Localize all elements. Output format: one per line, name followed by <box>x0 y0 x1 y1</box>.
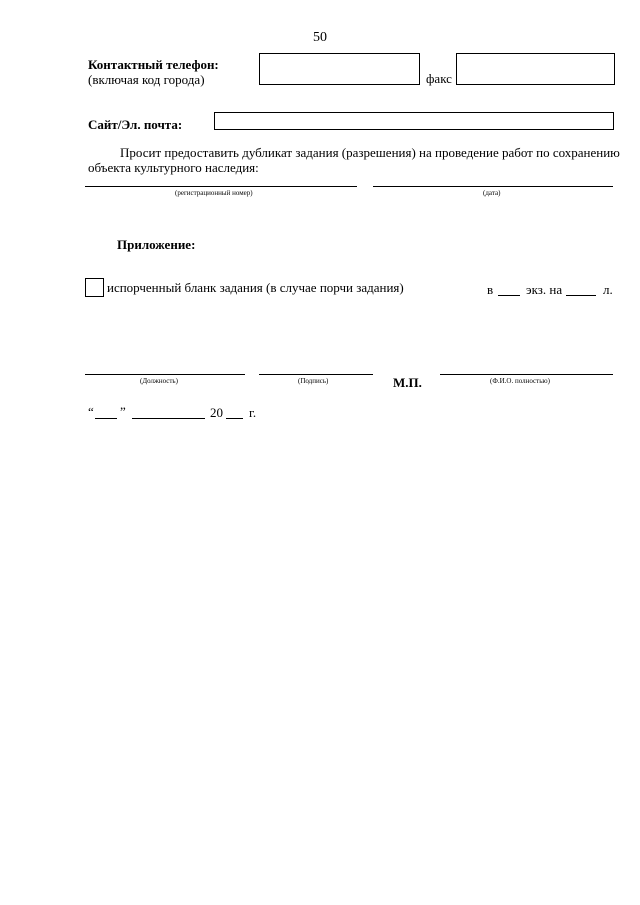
page-number: 50 <box>313 30 327 45</box>
date-line-field[interactable] <box>373 186 613 187</box>
year-suffix: г. <box>249 405 257 420</box>
attachment-heading: Приложение: <box>117 237 196 252</box>
site-label: Сайт/Эл. почта: <box>88 117 183 132</box>
signature-caption: (Подпись) <box>298 377 329 385</box>
signature-line[interactable] <box>259 374 373 375</box>
sheets-label: л. <box>603 282 613 297</box>
position-caption: (Должность) <box>140 377 178 385</box>
date-caption: (дата) <box>483 189 501 197</box>
copies-label: экз. на <box>526 282 563 297</box>
reg-number-caption: (регистрационный номер) <box>175 189 253 197</box>
date-close-quote: ” <box>120 404 126 419</box>
request-text-line1: Просит предоставить дубликат задания (разрешения) на проведение работ по сохранению <box>120 145 620 160</box>
date-open-quote: “ <box>88 404 94 419</box>
copies-count-field[interactable] <box>498 295 520 296</box>
attachment-checkbox[interactable] <box>85 278 104 297</box>
day-field[interactable] <box>95 418 117 419</box>
full-name-caption: (Ф.И.О. полностью) <box>490 377 550 385</box>
sheets-count-field[interactable] <box>566 295 596 296</box>
phone-sublabel: (включая код города) <box>88 72 205 87</box>
site-field[interactable] <box>214 112 614 130</box>
year-field[interactable] <box>226 418 243 419</box>
position-line[interactable] <box>85 374 245 375</box>
stamp-label: М.П. <box>393 375 422 390</box>
phone-label: Контактный телефон: <box>88 57 219 72</box>
reg-number-line[interactable] <box>85 186 357 187</box>
fax-field[interactable] <box>456 53 615 85</box>
month-field[interactable] <box>132 418 205 419</box>
in-label: в <box>487 282 494 297</box>
request-text-line2: объекта культурного наследия: <box>88 160 259 175</box>
fax-label: факс <box>426 71 452 86</box>
phone-field[interactable] <box>259 53 420 85</box>
attachment-item-text: испорченный бланк задания (в случае порчи задания) <box>107 280 404 295</box>
full-name-line[interactable] <box>440 374 613 375</box>
year-prefix: 20 <box>210 405 223 420</box>
